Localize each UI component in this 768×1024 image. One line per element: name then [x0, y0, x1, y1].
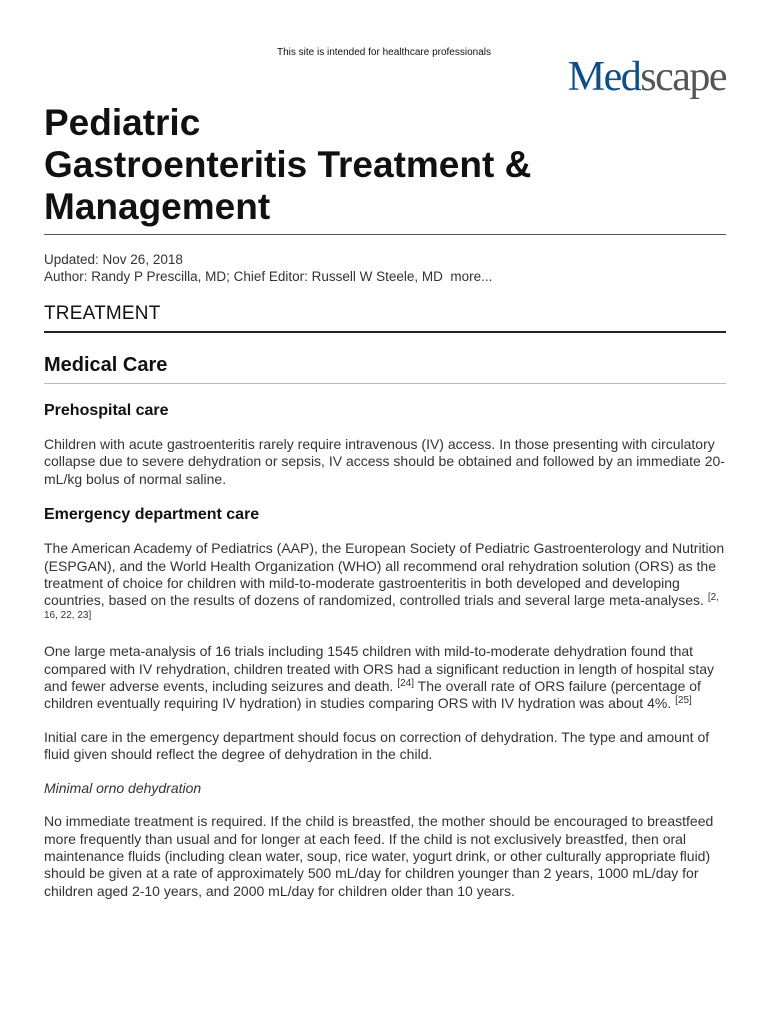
ed-paragraph-3: Initial care in the emergency department should focus on correction of dehydration. The type and amount of fluid given should reflect the degree of dehydration in the child. [44, 728, 710, 763]
more-link[interactable]: more... [450, 269, 493, 284]
reference-citation[interactable]: [25] [675, 695, 692, 707]
article-meta [44, 251, 726, 285]
ed-paragraph-1: The American Academy of Pediatrics (AAP), the European Society of Pediatric Gastroenterology and Nutrition (ESPGAN), and the World Health Organization (WHO) all recommend oral rehydration solution (ORS) as the treatment of choice for children with mild-to-moderate gastroenteritis in both developed and developing countries, based on the results of dozens of randomized, controlled trials and several large meta-analyses. [2, 16, 22, 23] [44, 540, 725, 621]
section-title: TREATMENT [44, 303, 161, 324]
updated-date: Updated: Nov 26, 2018 [44, 252, 183, 267]
title-divider [44, 234, 726, 235]
medscape-logo[interactable]: Medscape [567, 54, 726, 100]
author-line: Author: Randy P Prescilla, MD; Chief Editor: Russell W Steele, MD more... [44, 269, 493, 284]
subsection-divider [44, 383, 726, 384]
minimal-dehydration-heading: Minimal orno dehydration [44, 779, 202, 796]
healthcare-notice: This site is intended for healthcare professionals [276, 47, 491, 58]
ed-paragraph-2: One large meta-analysis of 16 trials including 1545 children with mild-to-moderate dehydration found that compared with IV rehydration, children treated with ORS had a significant reduction in length of hospital stay and fewer adverse events, including seizures and death. [24] The overall rate of ORS failure (percentage of children eventually requiring IV hydration) in studies comparing ORS with IV hydration was about 4%. [25] [44, 643, 715, 712]
prehospital-heading: Prehospital care [44, 402, 169, 419]
subsection-title: Medical Care [44, 354, 168, 376]
section-divider [44, 331, 726, 333]
ed-heading: Emergency department care [44, 506, 260, 524]
ed-paragraph-4: No immediate treatment is required. If the child is breastfed, the mother should be encouraged to breastfeed more frequently than usual and for longer at each feed. If the child is not exclusively breastfed, then oral maintenance fluids (including clean water, soup, rice water, yogurt drink, or other culturally appropriate fluid) should be given at a rate of approximately 500 mL/day for children younger than 2 years, 1000 mL/day for children aged 2-10 years, and 2000 mL/day for children older than 10 years. [44, 813, 714, 899]
article-title: Pediatric Gastroenteritis Treatment & Management [44, 102, 532, 227]
article [44, 102, 726, 900]
reference-citation[interactable]: [24] [397, 678, 415, 690]
prehospital-paragraph: Children with acute gastroenteritis rarely require intravenous (IV) access. In those presenting with circulatory collapse due to severe dehydration or sepsis, IV access should be obtained and followed by an immediate 20-mL/kg bolus of normal saline. [44, 436, 725, 487]
reference-citation[interactable]: [2, 16, 22, 23] [44, 592, 719, 621]
